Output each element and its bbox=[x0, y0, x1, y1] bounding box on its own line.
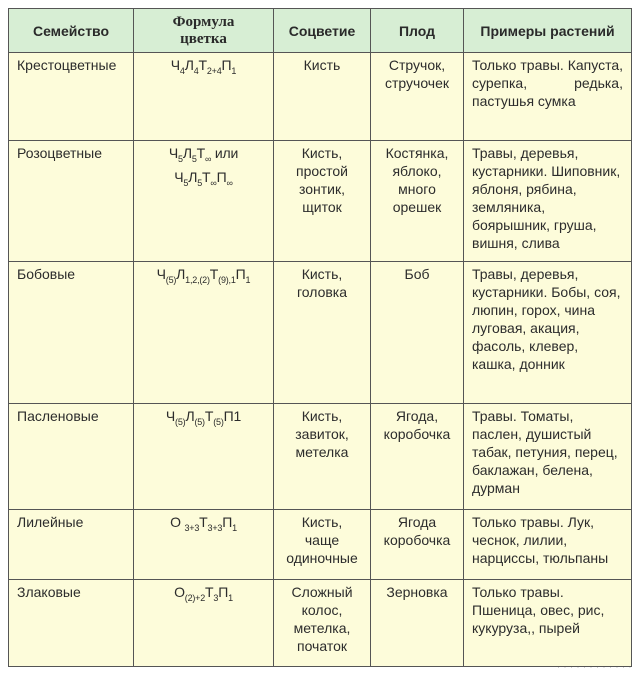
formula-suffix: 1 bbox=[233, 408, 242, 424]
cell-examples: Травы, деревья, кустарники. Шиповник, яблоня, рябина, земляника, боярышник, груша, вишня, слива bbox=[464, 141, 632, 262]
table-row bbox=[9, 262, 632, 404]
cell-inflorescence bbox=[274, 404, 371, 510]
cell-fruit bbox=[371, 404, 464, 510]
header-fruit: Плод bbox=[371, 9, 464, 53]
header-formula-line1: Формула bbox=[172, 13, 235, 30]
cell-fruit bbox=[371, 141, 464, 262]
table-row bbox=[9, 404, 632, 510]
header-family: Семейство bbox=[9, 9, 134, 53]
inflorescence-line: щиток bbox=[302, 199, 342, 215]
inflorescence-line: Сложный bbox=[291, 584, 353, 600]
inflorescence-line: чаще bbox=[304, 532, 340, 548]
fruit-line: стручочек bbox=[384, 75, 450, 91]
cell-inflorescence bbox=[274, 580, 371, 667]
formula-subscript: 3+3 bbox=[207, 522, 223, 533]
formula-symbol: Ч bbox=[170, 57, 180, 73]
formula-subscript: (9),1 bbox=[218, 274, 236, 285]
inflorescence-line: Кисть, bbox=[301, 408, 343, 424]
formula-symbol: Ч bbox=[168, 145, 179, 161]
cell-family: Бобовые bbox=[9, 262, 134, 404]
formula-line bbox=[142, 583, 265, 607]
formula-line bbox=[142, 407, 265, 431]
inflorescence-line: головка bbox=[296, 284, 348, 300]
formula-symbol: Т bbox=[198, 57, 207, 73]
formula-subscript: (5) bbox=[213, 416, 224, 427]
inflorescence-line: початок bbox=[297, 638, 347, 654]
formula-symbol: П bbox=[218, 584, 229, 600]
cell-family: Лилейные bbox=[9, 510, 134, 580]
formula-symbol: Л bbox=[176, 266, 186, 282]
formula-subscript: 2+4 bbox=[206, 65, 222, 76]
header-formula-line2: цветка bbox=[180, 30, 227, 47]
formula-symbol: Т bbox=[209, 266, 219, 282]
formula-subscript: 3+3 bbox=[184, 522, 200, 533]
cell-examples: Только травы. Пшеница, овес, рис, кукуруза,, пырей bbox=[464, 580, 632, 667]
formula-subscript: (5) bbox=[194, 416, 205, 427]
cell-inflorescence bbox=[274, 262, 371, 404]
inflorescence-line: Кисть bbox=[303, 57, 341, 73]
formula-subscript: ∞ bbox=[210, 177, 217, 188]
fruit-line: Стручок, bbox=[388, 57, 446, 73]
inflorescence-line: метелка, bbox=[293, 620, 351, 636]
formula-symbol: Т bbox=[204, 408, 214, 424]
cell-inflorescence bbox=[274, 141, 371, 262]
formula-symbol: Л bbox=[184, 57, 194, 73]
formula-subscript: 5 bbox=[197, 177, 203, 188]
fruit-line: орешек bbox=[392, 199, 442, 215]
cell-fruit bbox=[371, 53, 464, 141]
header-inflorescence: Соцветие bbox=[274, 9, 371, 53]
inflorescence-line: Кисть, bbox=[301, 514, 343, 530]
formula-subscript: (5) bbox=[175, 416, 186, 427]
cell-family: Розоцветные bbox=[9, 141, 134, 262]
formula-subscript: 1 bbox=[232, 522, 237, 533]
formula-subscript: 1,2,(2) bbox=[185, 274, 210, 285]
cell-inflorescence bbox=[274, 53, 371, 141]
formula-subscript: 1 bbox=[228, 592, 233, 603]
formula-subscript: 1 bbox=[231, 65, 237, 76]
fruit-line: коробочка bbox=[383, 532, 451, 548]
cell-family: Пасленовые bbox=[9, 404, 134, 510]
formula-symbol: О bbox=[174, 584, 185, 600]
fruit-line: Боб bbox=[404, 266, 430, 282]
formula-symbol: Л bbox=[182, 145, 192, 161]
formula-subscript: (2)+2 bbox=[184, 592, 206, 603]
formula-symbol: Ч bbox=[156, 266, 166, 282]
inflorescence-line: Кисть, bbox=[301, 266, 343, 282]
formula-subscript: 1 bbox=[245, 274, 251, 285]
formula-subscript: 5 bbox=[191, 153, 197, 164]
formula-symbol: Т bbox=[199, 514, 208, 530]
table-body bbox=[9, 53, 632, 667]
formula-line bbox=[142, 265, 265, 289]
formula-symbol: Л bbox=[188, 168, 198, 185]
formula-subscript: ∞ bbox=[205, 153, 212, 164]
inflorescence-line: зонтик, bbox=[298, 181, 346, 197]
inflorescence-line: одиночные bbox=[286, 550, 358, 566]
fruit-line: много bbox=[398, 181, 436, 197]
cell-fruit bbox=[371, 580, 464, 667]
fruit-line: Костянка, bbox=[385, 145, 449, 161]
cell-inflorescence bbox=[274, 510, 371, 580]
fruit-line: Зерновка bbox=[386, 584, 448, 600]
fruit-line: яблоко, bbox=[392, 163, 442, 179]
formula-symbol: П bbox=[216, 168, 227, 185]
cell-formula bbox=[134, 141, 274, 262]
formula-line bbox=[142, 144, 265, 168]
header-examples: Примеры растений bbox=[464, 9, 632, 53]
formula-subscript: 4 bbox=[179, 65, 185, 76]
table-row bbox=[9, 580, 632, 667]
inflorescence-line: колос, bbox=[301, 602, 343, 618]
formula-symbol: Т bbox=[205, 584, 214, 600]
formula-symbol: П bbox=[222, 514, 233, 530]
formula-symbol: Ч bbox=[174, 168, 184, 185]
cell-formula bbox=[134, 404, 274, 510]
formula-symbol: Т bbox=[196, 145, 205, 161]
cell-family: Крестоцветные bbox=[9, 53, 134, 141]
formula-subscript: 3 bbox=[213, 592, 219, 603]
cell-examples: Травы. Томаты, паслен, душистый табак, петуния, перец, баклажан, белена, дурман bbox=[464, 404, 632, 510]
formula-subscript: (5) bbox=[165, 274, 177, 285]
cell-fruit bbox=[371, 262, 464, 404]
formula-symbol: П bbox=[223, 408, 234, 424]
plant-families-table bbox=[8, 8, 632, 667]
cell-formula bbox=[134, 262, 274, 404]
formula-symbol: Т bbox=[202, 168, 211, 185]
table-row bbox=[9, 141, 632, 262]
formula-symbol: П bbox=[235, 266, 246, 282]
formula-symbol: Ч bbox=[165, 408, 176, 424]
inflorescence-line: Кисть, bbox=[301, 145, 343, 161]
cell-examples: Только травы. Капуста, сурепка, редька, пастушья сумка bbox=[464, 53, 632, 141]
watermark: · · · · · · · · · · · · bbox=[557, 662, 632, 672]
formula-symbol: О bbox=[170, 514, 185, 530]
inflorescence-line: завиток, bbox=[295, 426, 349, 442]
formula-subscript: ∞ bbox=[226, 177, 233, 188]
table-row bbox=[9, 53, 632, 141]
header-formula bbox=[134, 9, 274, 53]
formula-line bbox=[142, 56, 265, 80]
fruit-line: Ягода, bbox=[395, 408, 439, 424]
cell-family: Злаковые bbox=[9, 580, 134, 667]
formula-subscript: 5 bbox=[178, 153, 183, 164]
formula-symbol: Л bbox=[185, 408, 195, 424]
fruit-line: коробочка bbox=[383, 426, 451, 442]
cell-fruit bbox=[371, 510, 464, 580]
inflorescence-line: метелка bbox=[295, 444, 349, 460]
cell-formula bbox=[134, 510, 274, 580]
cell-formula bbox=[134, 580, 274, 667]
formula-subscript: 5 bbox=[183, 177, 189, 188]
fruit-line: Ягода bbox=[397, 514, 437, 530]
formula-line bbox=[142, 168, 265, 192]
formula-line bbox=[142, 513, 265, 537]
cell-examples: Только травы. Лук, чеснок, лилии, нарциссы, тюльпаны bbox=[464, 510, 632, 580]
cell-formula bbox=[134, 53, 274, 141]
inflorescence-line: простой bbox=[295, 163, 348, 179]
formula-symbol: П bbox=[221, 57, 232, 73]
formula-suffix: или bbox=[211, 145, 239, 161]
formula-subscript: 4 bbox=[193, 65, 199, 76]
cell-examples: Травы, деревья, кустарники. Бобы, соя, люпин, горох, чина луговая, акация, фасоль, клевер, кашка, донник bbox=[464, 262, 632, 404]
header-row bbox=[9, 9, 632, 53]
table-row bbox=[9, 510, 632, 580]
